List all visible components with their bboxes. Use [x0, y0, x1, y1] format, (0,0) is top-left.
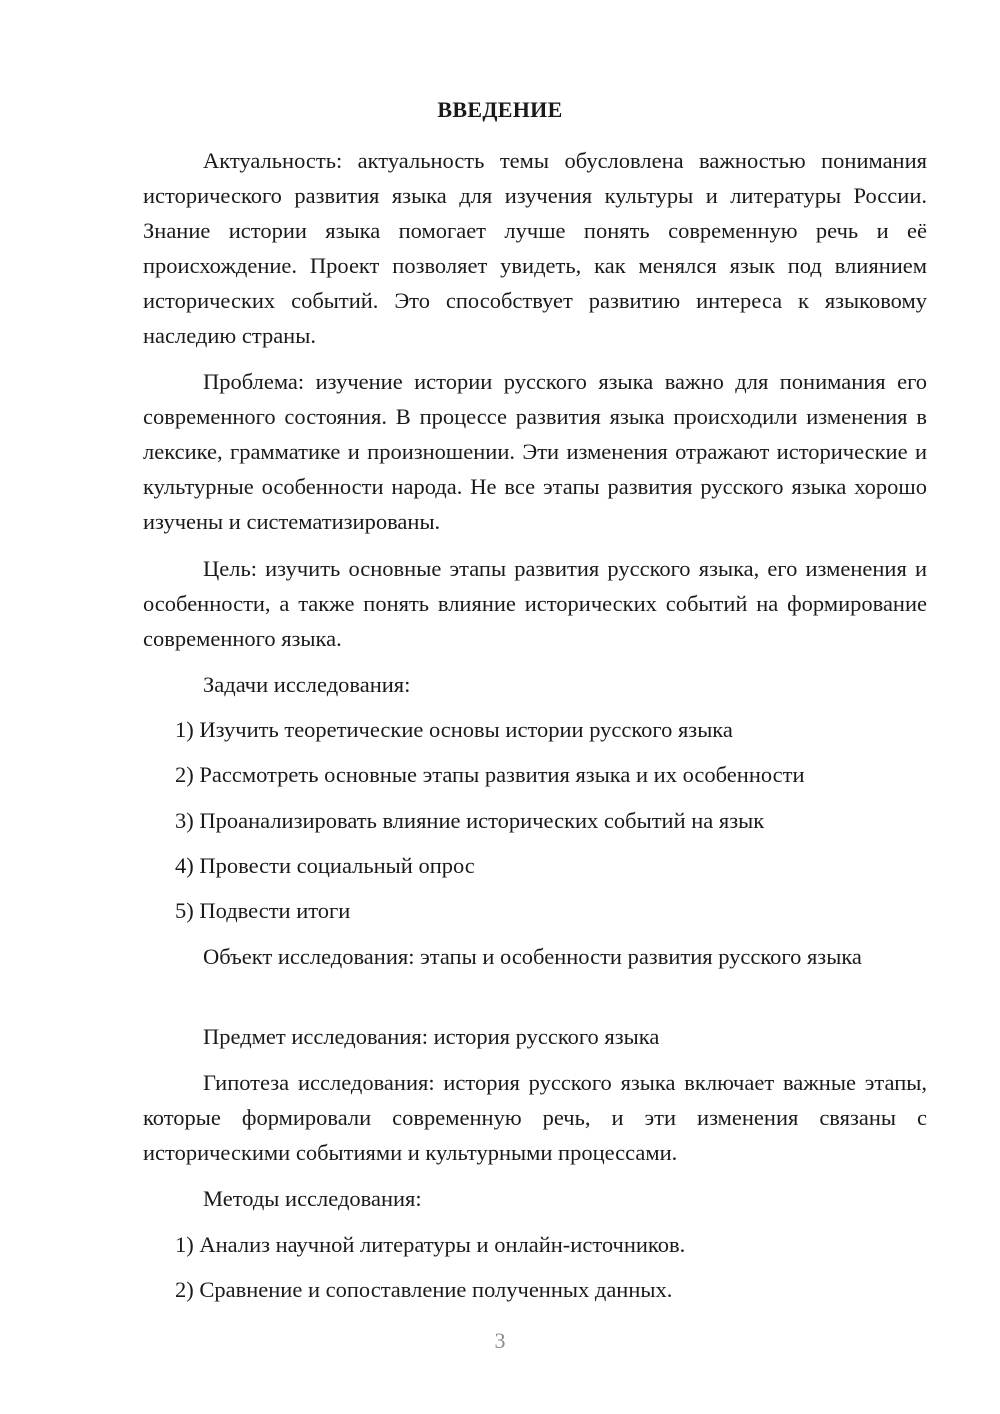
object-paragraph: Объект исследования: этапы и особенности развития русского языка	[203, 944, 862, 969]
methods-heading: Методы исследования:	[203, 1186, 422, 1211]
problem-paragraph: Проблема: изучение истории русского языка важно для понимания его современного состояния. В процессе развития языка происходили изменения в лексике, грамматике и произношении. Эти изменения отражают исторические и культурные особенности народа. Не все этапы развития русского языка хорошо изучены и систематизированы.	[143, 369, 927, 534]
task-item: 5) Подвести итоги	[175, 898, 351, 923]
subject-paragraph: Предмет исследования: история русского языка	[203, 1024, 660, 1049]
tasks-heading: Задачи исследования:	[203, 672, 411, 697]
task-item: 1) Изучить теоретические основы истории русского языка	[175, 717, 733, 742]
relevance-paragraph: Актуальность: актуальность темы обусловлена важностью понимания исторического развития языка для изучения культуры и литературы России. Знание истории языка помогает лучше понять современную речь и её происхождение. Проект позволяет увидеть, как менялся язык под влиянием исторических событий. Это способствует развитию интереса к языковому наследию страны.	[143, 148, 927, 348]
page-title: ВВЕДЕНИЕ	[437, 97, 563, 122]
task-item: 4) Провести социальный опрос	[175, 853, 475, 878]
method-item: 1) Анализ научной литературы и онлайн-источников.	[175, 1232, 686, 1257]
hypothesis-paragraph: Гипотеза исследования: история русского языка включает важные этапы, которые формировали современную речь, и эти изменения связаны с историческими событиями и культурными процессами.	[143, 1070, 927, 1165]
page-number: 3	[494, 1328, 506, 1353]
goal-paragraph: Цель: изучить основные этапы развития русского языка, его изменения и особенности, а также понять влияние исторических событий на формирование современного языка.	[143, 556, 927, 651]
task-item: 2) Рассмотреть основные этапы развития языка и их особенности	[175, 762, 805, 787]
method-item: 2) Сравнение и сопоставление полученных данных.	[175, 1277, 673, 1302]
task-item: 3) Проанализировать влияние исторических событий на язык	[175, 808, 765, 833]
